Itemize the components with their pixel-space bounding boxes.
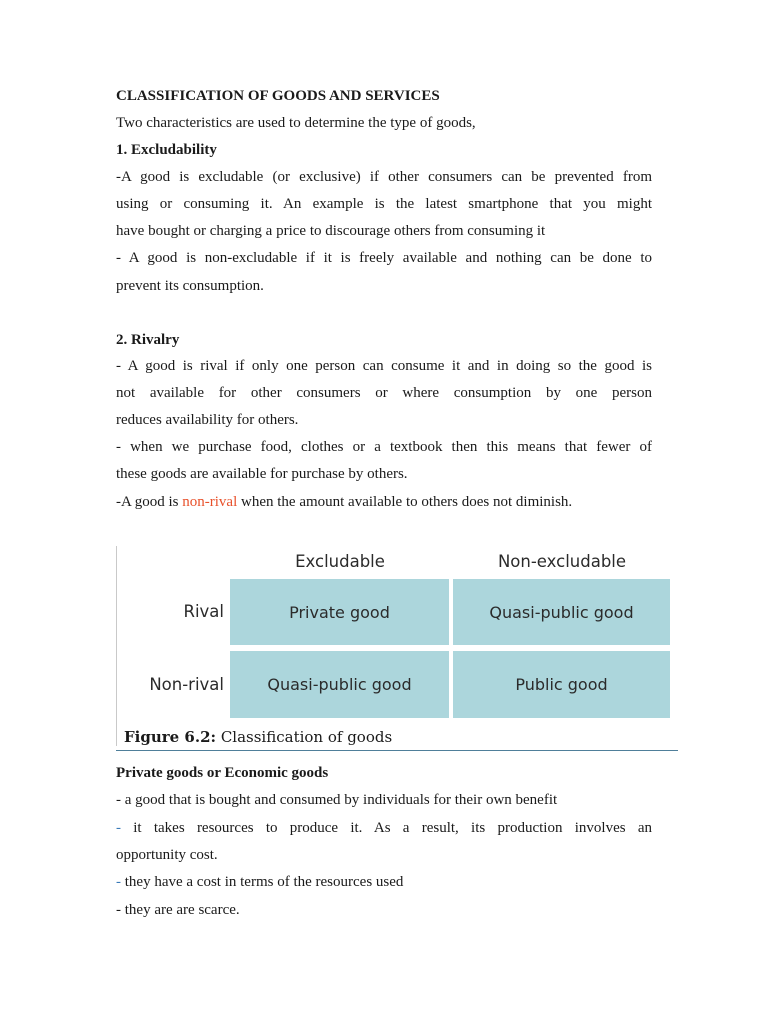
non-rival-post: when the amount available to others does not diminish. [237, 494, 573, 510]
figure-border [116, 546, 117, 746]
non-rival-text [116, 492, 572, 512]
private-goods-point [116, 872, 403, 892]
rivalry-heading: 2. Rivalry [116, 332, 180, 348]
cell-public-good: Public good [453, 651, 670, 718]
cell-quasi-public-good: Quasi-public good [453, 579, 670, 645]
figure-caption-number: Figure 6.2: [124, 728, 217, 746]
rivalry-text: - A good is rival if only one person can consume it and in doing so the good is [116, 358, 652, 374]
rivalry-example-text: these goods are available for purchase by others. [116, 466, 408, 482]
figure-rule [116, 750, 678, 751]
classification-figure [116, 546, 678, 752]
row-header-non-rival: Non-rival [149, 675, 224, 694]
bullet-dash: - [116, 874, 121, 890]
figure-caption [124, 728, 392, 746]
private-goods-point-text: they have a cost in terms of the resources used [121, 874, 404, 890]
column-header-excludable: Excludable [295, 552, 385, 571]
intro-text: Two characteristics are used to determine the type of goods, [116, 115, 476, 131]
non-rival-pre: -A good is [116, 494, 183, 510]
cell-quasi-public-good: Quasi-public good [230, 651, 449, 718]
cell-private-good: Private good [230, 579, 449, 645]
column-header-non-excludable: Non-excludable [497, 552, 627, 571]
private-goods-point: opportunity cost. [116, 847, 218, 863]
rivalry-text: reduces availability for others. [116, 412, 299, 428]
private-goods-point-text: it takes resources to produce it. As a result, its production involves an [121, 820, 652, 836]
excludability-text: have bought or charging a price to discourage others from consuming it [116, 223, 546, 239]
private-goods-point: - they are are scarce. [116, 902, 240, 918]
non-excludable-text: - A good is non-excludable if it is freely available and nothing can be done to [116, 250, 652, 266]
rivalry-text: not available for other consumers or where consumption by one person [116, 385, 652, 401]
non-rival-highlight: non-rival [182, 494, 238, 510]
figure-caption-text: Classification of goods [216, 728, 393, 746]
private-goods-heading: Private goods or Economic goods [116, 765, 329, 781]
bullet-dash: - [116, 820, 121, 836]
excludability-text: using or consuming it. An example is the latest smartphone that you might [116, 196, 652, 212]
private-goods-point [116, 818, 652, 838]
excludability-heading: 1. Excludability [116, 142, 217, 158]
document-title: CLASSIFICATION OF GOODS AND SERVICES [116, 88, 440, 104]
excludability-text: -A good is excludable (or exclusive) if other consumers can be prevented from [116, 169, 652, 185]
rivalry-example-text: - when we purchase food, clothes or a textbook then this means that fewer of [116, 439, 652, 455]
non-excludable-text: prevent its consumption. [116, 278, 264, 294]
row-header-rival: Rival [183, 602, 224, 621]
private-goods-point: - a good that is bought and consumed by individuals for their own benefit [116, 792, 558, 808]
